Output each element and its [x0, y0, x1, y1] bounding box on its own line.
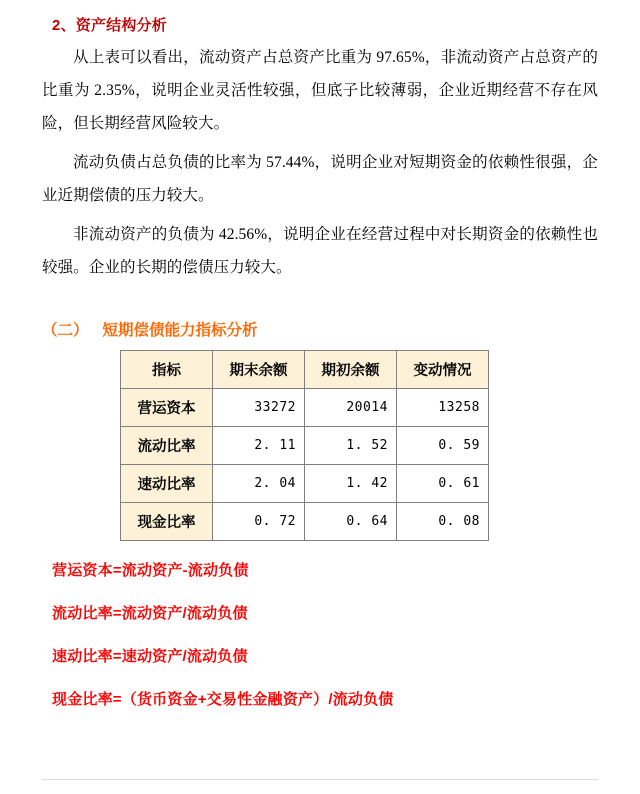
cell-value: 1. 42 [305, 465, 397, 503]
paragraph-noncurrent-liabilities: 非流动资产的负债为 42.56%，说明企业在经营过程中对长期资金的依赖性也较强。企业的长期的偿债压力较大。 [42, 226, 598, 276]
page-bottom-divider [42, 779, 598, 780]
cell-value: 0. 61 [397, 465, 489, 503]
cell-value: 0. 59 [397, 427, 489, 465]
cell-value: 13258 [397, 389, 489, 427]
cell-value: 0. 64 [305, 503, 397, 541]
formula-cash-ratio: 现金比率=（货币资金+交易性金融资产）/流动负债 [52, 691, 394, 708]
cell-value: 33272 [213, 389, 305, 427]
table-header-ending-balance: 期末余额 [213, 351, 305, 389]
row-label: 营运资本 [121, 389, 213, 427]
cell-value: 0. 08 [397, 503, 489, 541]
table-header-indicator: 指标 [121, 351, 213, 389]
row-label: 速动比率 [121, 465, 213, 503]
formula-working-capital: 营运资本=流动资产-流动负债 [52, 562, 249, 579]
cell-value: 1. 52 [305, 427, 397, 465]
cell-value: 20014 [305, 389, 397, 427]
table-row [121, 427, 489, 465]
table-header-row [121, 351, 489, 389]
formula-list [52, 559, 598, 709]
subsection-title: 短期偿债能力指标分析 [102, 322, 258, 339]
paragraph-current-liabilities: 流动负债占总负债的比率为 57.44%，说明企业对短期资金的依赖性很强，企业近期偿债的压力较大。 [42, 154, 598, 204]
row-label: 现金比率 [121, 503, 213, 541]
table-row [121, 389, 489, 427]
row-label: 流动比率 [121, 427, 213, 465]
table-row [121, 503, 489, 541]
table-row [121, 465, 489, 503]
cell-value: 0. 72 [213, 503, 305, 541]
paragraph-asset-structure: 从上表可以看出，流动资产占总资产比重为 97.65%，非流动资产占总资产的比重为 2.35%，说明企业灵活性较强，但底子比较薄弱，企业近期经营不存在风险，但长期经营风险较大。 [42, 49, 598, 132]
cell-value: 2. 04 [213, 465, 305, 503]
table-header-change: 变动情况 [397, 351, 489, 389]
short-term-solvency-table [120, 350, 489, 541]
formula-quick-ratio: 速动比率=速动资产/流动负债 [52, 648, 248, 665]
subsection-heading [42, 318, 598, 340]
formula-current-ratio: 流动比率=流动资产/流动负债 [52, 605, 248, 622]
table-header-beginning-balance: 期初余额 [305, 351, 397, 389]
cell-value: 2. 11 [213, 427, 305, 465]
subsection-number: （二） [42, 322, 89, 339]
section-heading: 2、资产结构分析 [52, 17, 167, 34]
